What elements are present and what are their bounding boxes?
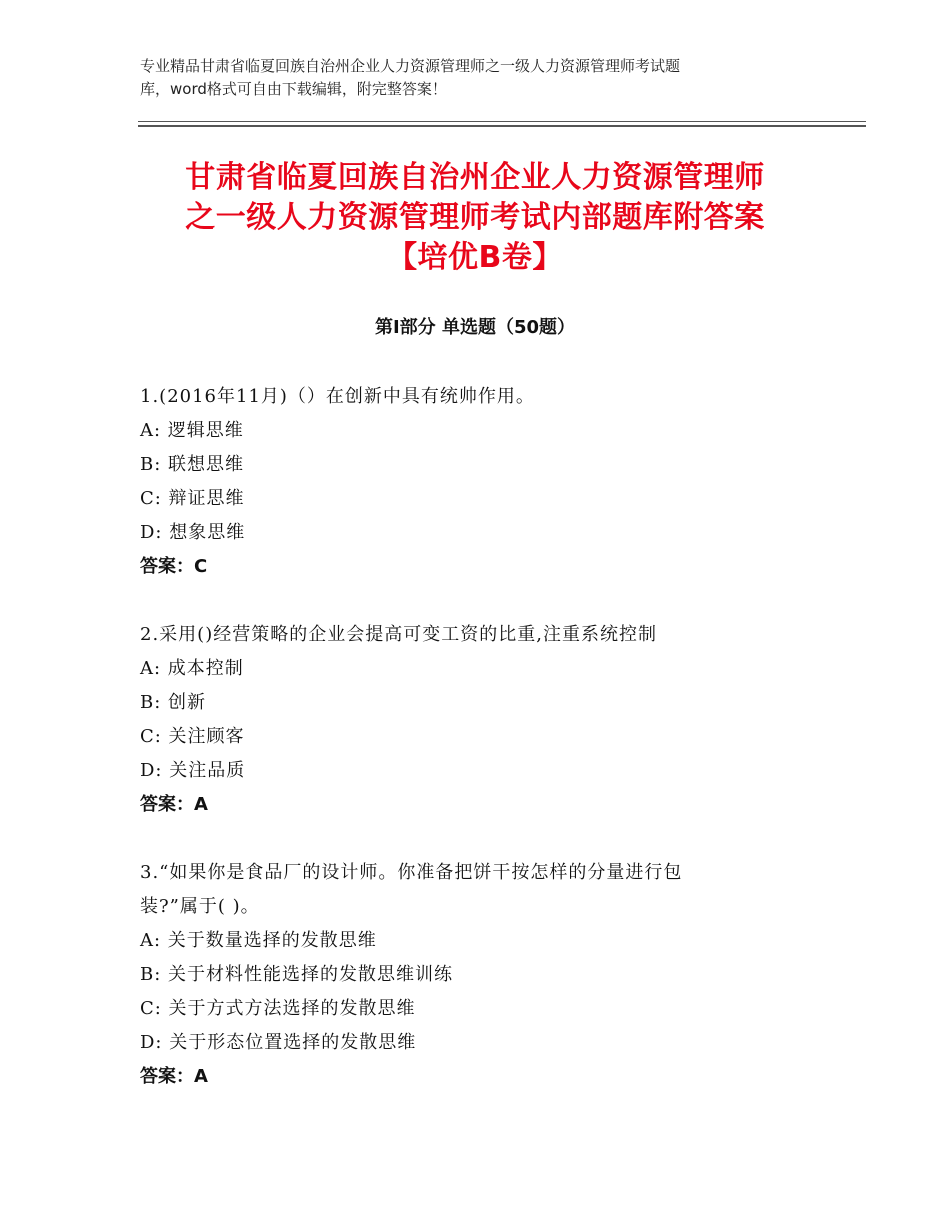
header-note-line-1: 专业精品甘肃省临夏回族自治州企业人力资源管理师之一级人力资源管理师考试题 (140, 57, 681, 75)
question-stem-line-2: 装?”属于( )。 (140, 896, 260, 917)
header-note (140, 55, 830, 101)
question-3 (140, 856, 830, 1094)
title-line-2: 之一级人力资源管理师考试内部题库附答案 (185, 200, 765, 235)
option-c: C: 关于方式方法选择的发散思维 (140, 998, 416, 1019)
answer-label: 答案：A (140, 794, 208, 815)
option-b: B: 关于材料性能选择的发散思维训练 (140, 964, 454, 985)
question-stem-line-1: 3.“如果你是食品厂的设计师。你准备把饼干按怎样的分量进行包 (140, 862, 683, 883)
question-2 (140, 618, 830, 822)
option-d: D: 关注品质 (140, 760, 246, 781)
question-stem: 2.采用()经营策略的企业会提高可变工资的比重,注重系统控制 (140, 624, 657, 645)
option-a: A: 成本控制 (140, 658, 244, 679)
section-heading: 第Ⅰ部分 单选题（50题） (374, 317, 575, 338)
question-1 (140, 380, 830, 584)
option-d: D: 想象思维 (140, 522, 246, 543)
document-title (120, 158, 830, 278)
option-d: D: 关于形态位置选择的发散思维 (140, 1032, 417, 1053)
option-b: B: 创新 (140, 692, 207, 713)
answer-label: 答案：C (140, 556, 208, 577)
option-c: C: 辩证思维 (140, 488, 245, 509)
answer-label: 答案：A (140, 1066, 208, 1087)
title-line-1: 甘肃省临夏回族自治州企业人力资源管理师 (185, 160, 765, 195)
option-a: A: 逻辑思维 (140, 420, 244, 441)
header-divider-thick (138, 125, 866, 127)
header-note-line-2: 库，word格式可自由下载编辑，附完整答案！ (140, 80, 447, 98)
option-c: C: 关注顾客 (140, 726, 245, 747)
header-divider-thin (138, 121, 866, 122)
option-b: B: 联想思维 (140, 454, 245, 475)
option-a: A: 关于数量选择的发散思维 (140, 930, 377, 951)
title-line-3: 【培优B卷】 (387, 240, 563, 275)
question-stem: 1.(2016年11月)（）在创新中具有统帅作用。 (140, 386, 535, 407)
